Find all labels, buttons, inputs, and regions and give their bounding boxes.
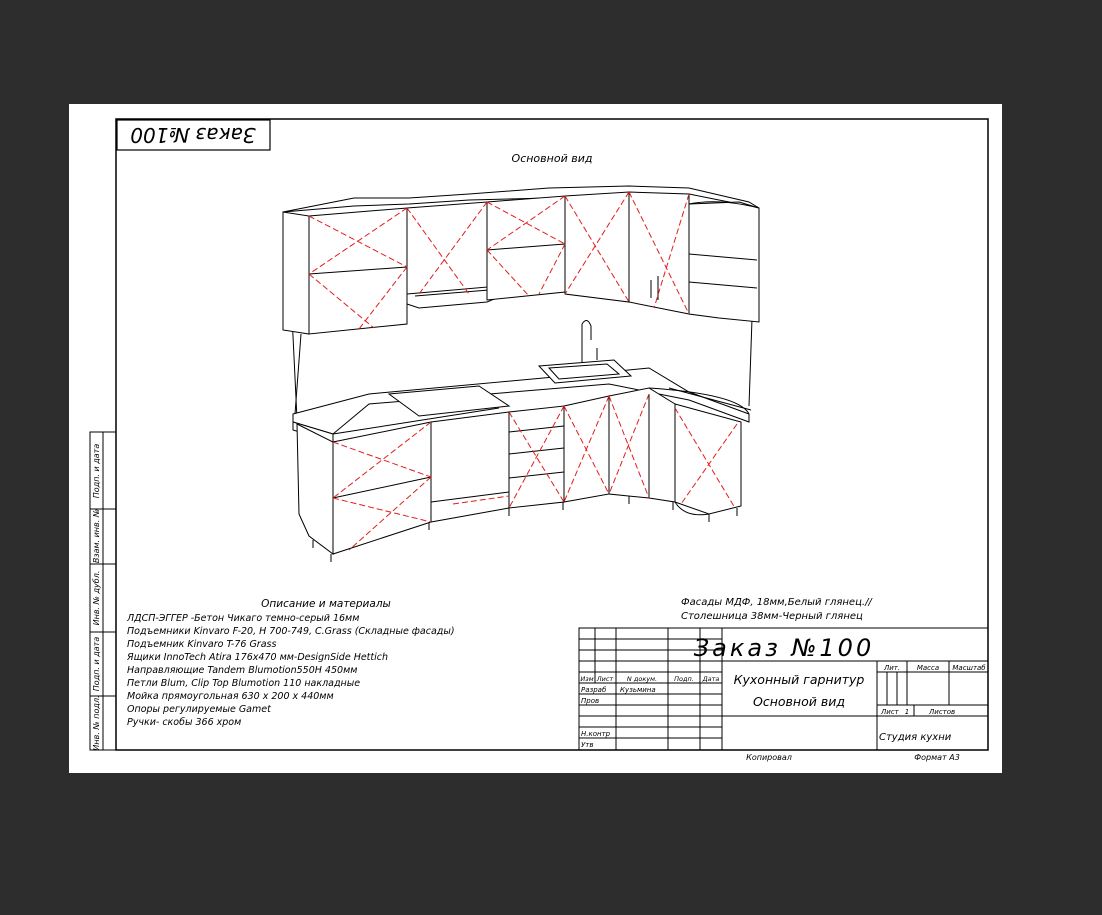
- role-label: Н.контр: [581, 730, 611, 738]
- material-line: Петли Blum, Clip Top Blumotion 110 накладные: [127, 678, 361, 689]
- material-line: Направляющие Tandem Blumotion550H 450мм: [127, 665, 358, 676]
- col-header: Подп.: [674, 675, 694, 683]
- side-label: Инв. № подл.: [92, 695, 101, 751]
- sheets-label: Листов: [929, 708, 956, 716]
- material-line: Опоры регулируемые Gamet: [127, 704, 271, 715]
- material-line: Ручки- скобы 366 хром: [127, 717, 242, 728]
- order-stamp: Заказ №100: [130, 123, 256, 147]
- col-header: Изм: [580, 675, 594, 683]
- role-name: Кузьмина: [620, 686, 656, 694]
- format-label: Формат А3: [914, 753, 960, 762]
- kitchen-drawing: [283, 186, 759, 562]
- material-line: Подъемники Kinvaro F-20, H 700-749, C.Grass (Складные фасады): [127, 626, 455, 637]
- side-label: Взам. инв. №: [92, 508, 101, 564]
- title-block-name: Кухонный гарнитур: [733, 672, 865, 687]
- title-block-order: Заказ №100: [693, 634, 875, 662]
- materials-heading: Описание и материалы: [261, 598, 391, 610]
- side-label: Подп. и дата: [92, 636, 101, 692]
- facade-note: Фасады МДФ, 18мм,Белый глянец.//: [681, 597, 872, 608]
- col-header: Лист: [596, 675, 614, 683]
- mass-label: Масса: [916, 664, 940, 672]
- side-label: Инв. № дубл.: [92, 570, 101, 626]
- role-label: Утв: [581, 741, 594, 749]
- material-line: ЛДСП-ЭГГЕР -Бетон Чикаго темно-серый 16мм: [127, 613, 360, 624]
- title-block-view: Основной вид: [753, 694, 845, 709]
- materials-list: [126, 598, 455, 728]
- role-label: Разраб: [581, 686, 607, 694]
- material-line: Мойка прямоугольная 630 х 200 х 440мм: [127, 691, 334, 702]
- material-line: Подъемник Kinvaro T-76 Grass: [127, 639, 277, 650]
- col-header: Дата: [702, 675, 720, 683]
- role-label: Пров: [581, 697, 600, 705]
- drawing-sheet: [69, 104, 1002, 773]
- scale-label: Масштаб: [952, 664, 986, 672]
- material-line: Ящики InnoTech Atira 176х470 мм-DesignSide Hettich: [127, 652, 389, 663]
- technical-drawing: [69, 104, 1002, 773]
- countertop-note: Столешница 38мм-Черный глянец: [681, 611, 863, 622]
- sheet-label: Лист: [881, 708, 899, 716]
- side-label: Подп. и дата: [92, 443, 101, 499]
- lit-label: Лит.: [883, 664, 901, 672]
- organization: Студия кухни: [879, 732, 952, 743]
- col-header: N докум.: [626, 675, 658, 683]
- sheet-number: 1: [904, 708, 910, 716]
- copied-label: Копировал: [746, 753, 792, 762]
- view-title: Основной вид: [511, 152, 593, 165]
